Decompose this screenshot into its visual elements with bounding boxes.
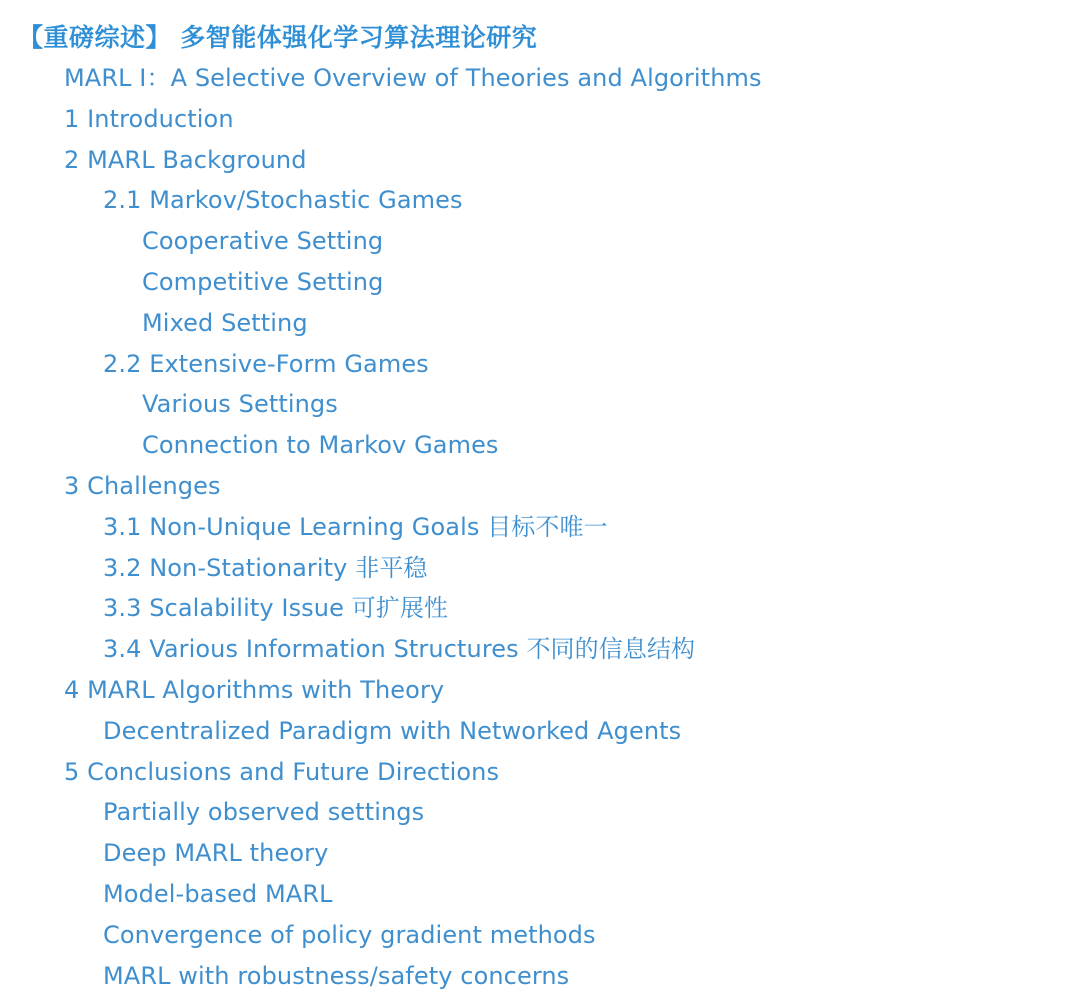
toc-link[interactable]: 3.2 Non-Stationarity 非平稳 [103, 553, 428, 582]
toc-link[interactable]: Convergence of policy gradient methods [103, 920, 596, 949]
toc-link[interactable]: Partially observed settings [103, 798, 425, 827]
toc-link[interactable]: MARL with robustness/safety concerns [103, 961, 570, 990]
toc-link[interactable]: MARL Ⅰ：A Selective Overview of Theories and Algorithms [64, 64, 762, 92]
toc-list [0, 58, 1080, 996]
toc-link[interactable]: 3.1 Non-Unique Learning Goals 目标不唯一 [103, 512, 608, 541]
toc-link[interactable]: 2.1 Markov/Stochastic Games [103, 186, 463, 215]
toc-link[interactable]: Connection to Markov Games [142, 431, 499, 460]
toc-link[interactable]: Deep MARL theory [103, 839, 329, 868]
toc-link[interactable]: Various Settings [142, 390, 338, 419]
toc-link[interactable]: 2 MARL Background [64, 145, 307, 174]
toc-link[interactable]: 1 Introduction [64, 104, 234, 133]
toc-link[interactable]: 5 Conclusions and Future Directions [64, 757, 500, 786]
toc-link[interactable]: 2.2 Extensive-Form Games [103, 349, 429, 378]
toc-link[interactable]: 3.4 Various Information Structures 不同的信息结构 [103, 635, 696, 664]
toc-link[interactable]: 4 MARL Algorithms with Theory [64, 675, 445, 704]
toc-link[interactable]: Competitive Setting [142, 267, 384, 296]
toc-link[interactable]: Cooperative Setting [142, 227, 384, 256]
toc-link[interactable]: 3.3 Scalability Issue 可扩展性 [103, 594, 449, 623]
toc-title: 【重磅综述】 多智能体强化学习算法理论研究 [18, 23, 538, 52]
toc-link[interactable]: Mixed Setting [142, 308, 308, 337]
toc-link[interactable]: Decentralized Paradigm with Networked Agents [103, 716, 682, 745]
toc-link[interactable]: 3 Challenges [64, 471, 221, 500]
toc-link[interactable]: Model-based MARL [103, 879, 333, 908]
